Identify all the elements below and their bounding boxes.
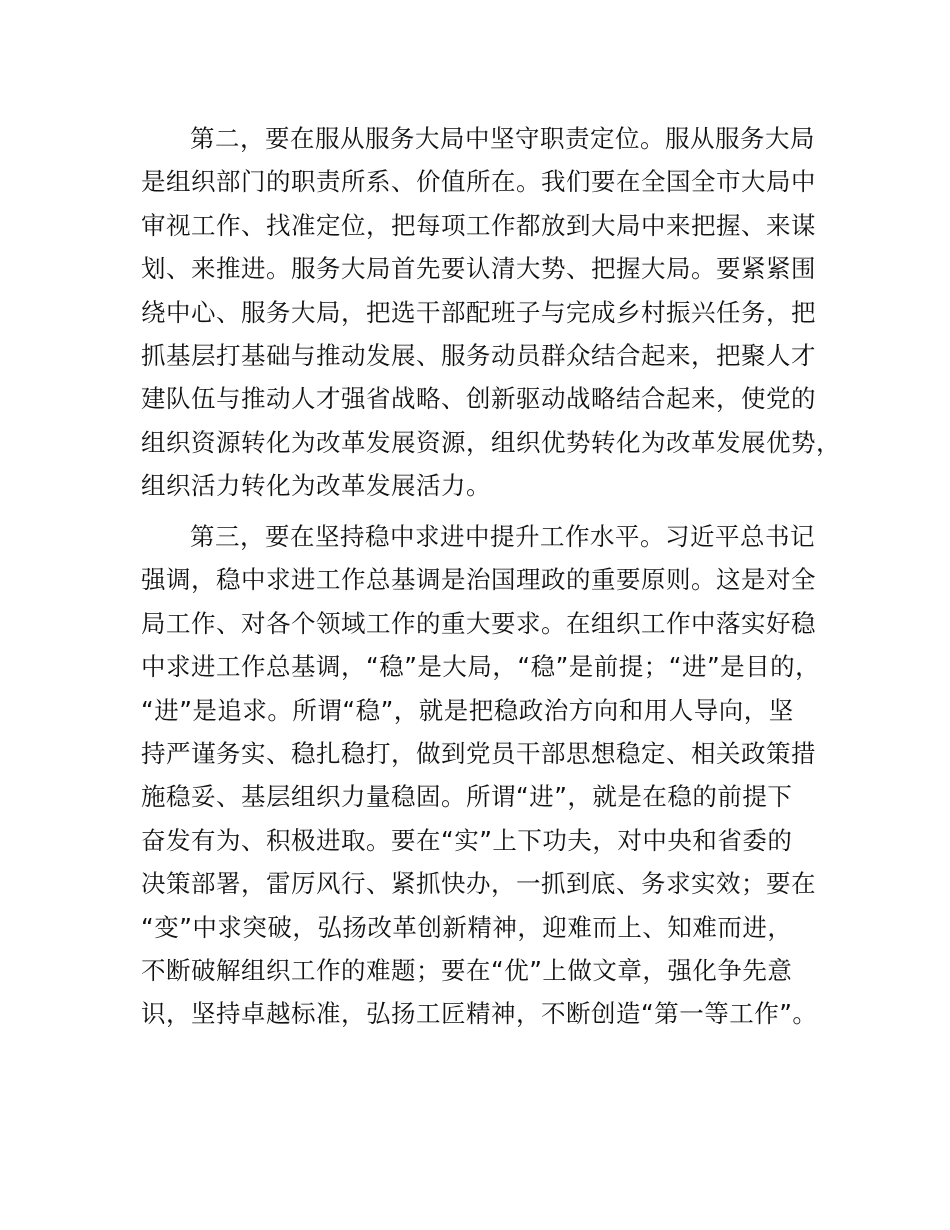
- paragraph-line: “变”中求突破，弘扬改革创新精神，迎难而上、知难而进，: [141, 912, 793, 942]
- paragraph-3-steady-progress: [141, 515, 841, 1036]
- paragraph-line: “进”是追求。所谓“稳”，就是把稳政治方向和用人导向，坚: [141, 695, 794, 725]
- paragraph-line: 识，坚持卓越标准，弘扬工匠精神，不断创造“第一等工作”。: [141, 999, 818, 1029]
- paragraph-line: 决策部署，雷厉风行、紧抓快办，一抓到底、务求实效；要在: [141, 869, 816, 899]
- paragraph-line: 第三，要在坚持稳中求进中提升工作水平。习近平总书记: [190, 522, 815, 551]
- paragraph-line: 建队伍与推动人才强省战略、创新驱动战略结合起来，使党的: [141, 384, 816, 414]
- paragraph-line: 中求进工作总基调，“稳”是大局，“稳”是前提；“进”是目的，: [141, 652, 821, 682]
- paragraph-line: 审视工作、找准定位，把每项工作都放到大局中来把握、来谋: [141, 210, 816, 240]
- paragraph-line: 强调，稳中求进工作总基调是治国理政的重要原则。这是对全: [141, 565, 816, 595]
- paragraph-line: 持严谨务实、稳扎稳打，做到党员干部思想稳定、相关政策措: [141, 739, 816, 769]
- paragraph-line: 不断破解组织工作的难题；要在“优”上做文章，强化争先意: [141, 956, 793, 986]
- paragraph-line: 组织活力转化为改革发展活力。: [141, 471, 491, 501]
- paragraph-line: 局工作、对各个领域工作的重大要求。在组织工作中落实好稳: [141, 608, 816, 638]
- paragraph-line: 第二，要在服从服务大局中坚守职责定位。服从服务大局: [190, 124, 815, 153]
- paragraph-line: 抓基层打基础与推动发展、服务动员群众结合起来，把聚人才: [141, 341, 816, 371]
- paragraph-line: 组织资源转化为改革发展资源，组织优势转化为改革发展优势，: [141, 427, 841, 457]
- paragraph-line: 施稳妥、基层组织力量稳固。所谓“进”，就是在稳的前提下: [141, 782, 793, 812]
- paragraph-line: 奋发有为、积极进取。要在“实”上下功夫，对中央和省委的: [141, 825, 793, 855]
- paragraph-line: 划、来推进。服务大局首先要认清大势、把握大局。要紧紧围: [141, 254, 816, 284]
- paragraph-2-serve-overall: [141, 117, 841, 508]
- paragraph-line: 是组织部门的职责所系、价值所在。我们要在全国全市大局中: [141, 167, 816, 197]
- paragraph-line: 绕中心、服务大局，把选干部配班子与完成乡村振兴任务，把: [141, 297, 816, 327]
